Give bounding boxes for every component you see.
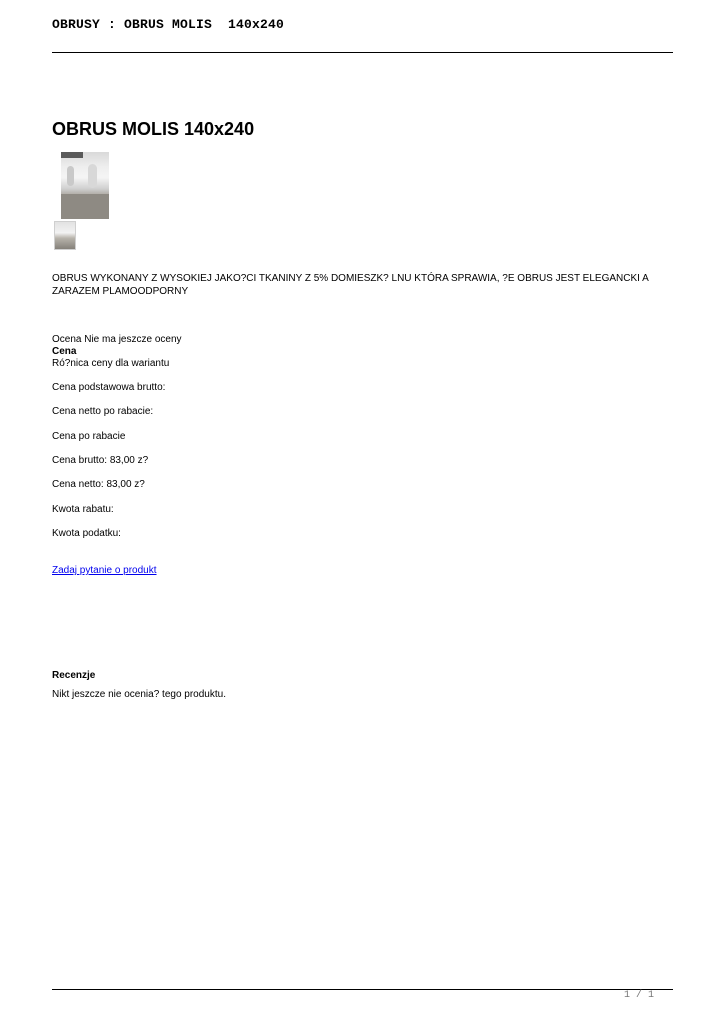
price-gross: Cena brutto: 83,00 z? — [52, 455, 149, 466]
product-description: OBRUS WYKONANY Z WYSOKIEJ JAKO?CI TKANINY Z 5% DOMIESZK? LNU KTÓRA SPRAWIA, ?E OBRUS JEST ELEGANCKI A ZARAZEM PLAMOODPORNY — [52, 273, 649, 297]
price-after-discount: Cena po rabacie — [52, 431, 126, 442]
footer-divider — [52, 989, 673, 990]
product-main-image[interactable] — [61, 152, 109, 219]
image-vase-left — [67, 166, 74, 186]
reviews-heading: Recenzje — [52, 670, 96, 681]
product-title: OBRUS MOLIS 140x240 — [52, 119, 255, 139]
rating-text: Ocena Nie ma jeszcze oceny — [52, 334, 182, 345]
price-net-after-discount: Cena netto po rabacie: — [52, 406, 154, 417]
discount-amount: Kwota rabatu: — [52, 504, 114, 515]
image-caption-label — [61, 152, 83, 158]
product-thumbnail[interactable] — [55, 222, 75, 249]
price-variant-diff: Ró?nica ceny dla wariantu — [52, 358, 170, 369]
page-header: OBRUSY : OBRUS MOLIS 140x240 — [52, 17, 285, 32]
reviews-text: Nikt jeszcze nie ocenia? tego produktu. — [52, 689, 226, 700]
price-base-gross: Cena podstawowa brutto: — [52, 382, 166, 393]
page-number: 1 / 1 — [624, 990, 655, 1001]
image-vase-right — [88, 164, 97, 188]
price-net: Cena netto: 83,00 z? — [52, 479, 145, 490]
tax-amount: Kwota podatku: — [52, 528, 121, 539]
price-heading: Cena — [52, 346, 77, 357]
image-tablecloth — [61, 194, 109, 219]
ask-question-link[interactable]: Zadaj pytanie o produkt — [52, 565, 157, 576]
header-divider — [52, 52, 673, 53]
